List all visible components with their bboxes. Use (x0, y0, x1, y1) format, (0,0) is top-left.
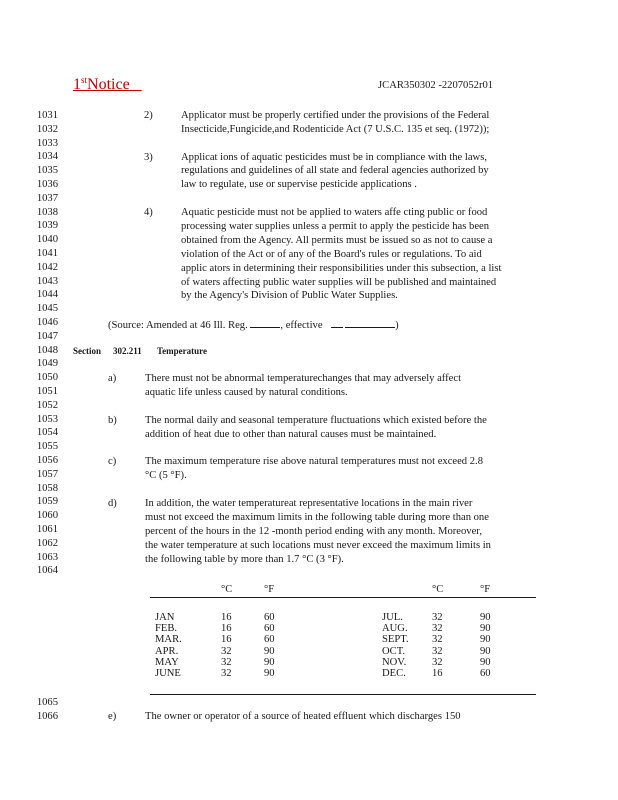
line-number: 1033 (36, 137, 58, 149)
line-number: 1058 (36, 482, 58, 494)
table-bottom-rule (150, 694, 536, 695)
table-fahrenheit-cell: 60 (264, 634, 275, 646)
line-number: 1065 (36, 697, 58, 708)
table-month-cell: DEC. (382, 667, 406, 679)
line-number: 1055 (36, 441, 58, 453)
line-numbers-tail (30, 696, 58, 724)
sub-d-line: the water temperature at such locations must never exceed the maximum limits in (145, 540, 491, 551)
section-label: Section (73, 346, 101, 356)
line-number: 1039 (36, 220, 58, 232)
right-celsius-column (432, 612, 443, 679)
table-celsius-cell: 32 (221, 667, 232, 679)
line-number: 1053 (36, 413, 58, 425)
line-number: 1041 (36, 247, 58, 259)
sub-c-line: The maximum temperature rise above natural temperatures must not exceed 2.8 (145, 456, 483, 467)
table-header-rule (150, 597, 536, 598)
line-number: 1061 (36, 523, 58, 535)
sub-d-line: In addition, the water temperatureat representative locations in the main river (145, 498, 473, 509)
item-4-line: by the Agency's Division of Public Water Supplies. (181, 290, 398, 301)
item-marker: 3) (144, 152, 153, 163)
line-number: 1056 (36, 454, 58, 466)
table-header-celsius: °C (221, 584, 233, 595)
line-number: 1042 (36, 261, 58, 273)
item-4-line: violation of the Act or of any of the Board's rules or regulations. To aid (181, 249, 482, 260)
table-celsius-cell: 32 (432, 612, 443, 623)
document-id: JCAR350302 -2207052r01 (378, 80, 494, 91)
item-4-line: of waters affecting public water supplies will be published and maintained (181, 277, 497, 288)
item-3-line: regulations and guidelines of all state and federal agencies authorized by (181, 165, 489, 176)
table-celsius-cell: 32 (432, 634, 443, 646)
table-celsius-cell: 16 (221, 612, 232, 623)
sub-marker: c) (108, 456, 117, 467)
table-month-cell: NOV. (382, 656, 407, 668)
table-celsius-cell: 16 (221, 623, 232, 635)
table-month-cell: MAY (155, 656, 179, 668)
table-header-fahrenheit: °F (480, 584, 491, 595)
table-fahrenheit-cell: 90 (264, 667, 275, 679)
table-celsius-cell: 16 (221, 634, 232, 646)
left-celsius-column (221, 612, 232, 679)
left-fahrenheit-column (264, 612, 275, 679)
table-month-cell: FEB. (155, 623, 178, 635)
line-number: 1066 (36, 710, 58, 722)
table-header-celsius: °C (432, 584, 444, 595)
line-number: 1031 (36, 110, 58, 121)
table-fahrenheit-cell: 90 (480, 623, 491, 635)
line-number: 1062 (36, 537, 58, 549)
source-note: (Source: Amended at 46 Ill. Reg. , effective ) (108, 317, 399, 333)
line-numbers (30, 109, 58, 578)
table-month-cell: JAN (155, 612, 175, 623)
sub-e-line: The owner or operator of a source of heated effluent which discharges 150 (145, 711, 461, 722)
item-3-line: Applicat ions of aquatic pesticides must be in compliance with the laws, (181, 152, 487, 163)
table-fahrenheit-cell: 90 (480, 645, 491, 657)
item-2-line: Insecticide,Fungicide,and Rodenticide Act (7 U.S.C. 135 et seq. (1972)); (181, 124, 490, 135)
sub-marker: e) (108, 711, 117, 722)
line-number: 1050 (36, 372, 58, 384)
line-number: 1046 (36, 316, 58, 328)
sub-b-line: The normal daily and seasonal temperature fluctuations which existed before the (145, 415, 487, 426)
item-marker: 4) (144, 207, 153, 218)
sub-a-line: aquatic life unless caused by natural conditions. (145, 387, 348, 398)
item-4-line: obtained from the Agency. All permits must be issued so as not to cause a (181, 235, 493, 246)
section-number: 302.211 (113, 346, 142, 356)
item-3-line: law to regulate, use or supervise pesticide applications . (181, 179, 417, 190)
table-month-cell: OCT. (382, 645, 406, 657)
table-fahrenheit-cell: 60 (264, 612, 275, 623)
line-number: 1037 (36, 192, 58, 204)
table-celsius-cell: 16 (432, 667, 443, 679)
sub-a-line: There must not be abnormal temperaturechanges that may adversely affect (145, 373, 462, 384)
line-number: 1064 (36, 565, 58, 577)
line-number: 1035 (36, 165, 58, 177)
table-fahrenheit-cell: 90 (480, 634, 491, 646)
table-header-fahrenheit: °F (264, 584, 275, 595)
table-month-cell: SEPT. (382, 634, 409, 646)
table-fahrenheit-cell: 60 (480, 667, 491, 679)
line-number: 1049 (36, 358, 58, 370)
line-number: 1054 (36, 427, 58, 439)
table-fahrenheit-cell: 90 (480, 656, 491, 668)
line-number: 1034 (36, 151, 58, 163)
table-celsius-cell: 32 (221, 645, 232, 657)
section-title: Temperature (157, 346, 207, 356)
sub-d-line: percent of the hours in the 12 -month period ending with any month. Moreover, (145, 526, 483, 537)
sub-c-line: °C (5 °F). (145, 470, 187, 481)
table-fahrenheit-cell: 90 (264, 656, 275, 668)
table-celsius-cell: 32 (432, 623, 443, 635)
table-celsius-cell: 32 (221, 656, 232, 668)
sub-marker: b) (108, 415, 117, 426)
table-month-cell: JUNE (155, 667, 181, 679)
line-number: 1032 (36, 123, 58, 135)
line-number: 1036 (36, 178, 58, 190)
table-celsius-cell: 32 (432, 656, 443, 668)
table-month-cell: JUL. (382, 612, 403, 623)
line-number: 1044 (36, 289, 58, 301)
table-month-cell: MAR. (155, 634, 182, 646)
line-number: 1038 (36, 206, 58, 218)
sub-marker: a) (108, 373, 117, 384)
notice-heading: 1stNotice (73, 75, 130, 93)
line-number: 1059 (36, 496, 58, 508)
line-number: 1060 (36, 510, 58, 522)
sub-marker: d) (108, 498, 117, 509)
table-fahrenheit-cell: 90 (264, 645, 275, 657)
table-month-cell: AUG. (382, 623, 408, 635)
item-marker: 2) (144, 110, 153, 121)
line-number: 1048 (36, 344, 58, 356)
sub-b-line: addition of heat due to other than natural causes must be maintained. (145, 429, 437, 440)
line-number: 1047 (36, 330, 58, 342)
sub-d-line: must not exceed the maximum limits in the following table during more than one (145, 512, 489, 523)
right-month-column (382, 612, 409, 679)
table-fahrenheit-cell: 90 (480, 612, 491, 623)
line-number: 1063 (36, 551, 58, 563)
left-month-column (155, 612, 182, 679)
table-celsius-cell: 32 (432, 645, 443, 657)
item-4-line: applic ators in determining their responsibilities under this subsection, a list (181, 263, 502, 274)
sub-d-line: the following table by more than 1.7 °C (3 °F). (145, 554, 344, 565)
line-number: 1051 (36, 385, 58, 397)
item-4-line: processing water supplies unless a permit to apply the pesticide has been (181, 221, 490, 232)
right-fahrenheit-column (480, 612, 491, 679)
table-month-cell: APR. (155, 645, 179, 657)
line-number: 1045 (36, 303, 58, 315)
line-number: 1052 (36, 399, 58, 411)
line-number: 1057 (36, 468, 58, 480)
item-2-line: Applicator must be properly certified under the provisions of the Federal (181, 110, 490, 121)
line-number: 1043 (36, 275, 58, 287)
line-number: 1040 (36, 234, 58, 246)
item-4-line: Aquatic pesticide must not be applied to waters affe cting public or food (181, 207, 488, 218)
table-fahrenheit-cell: 60 (264, 623, 275, 635)
